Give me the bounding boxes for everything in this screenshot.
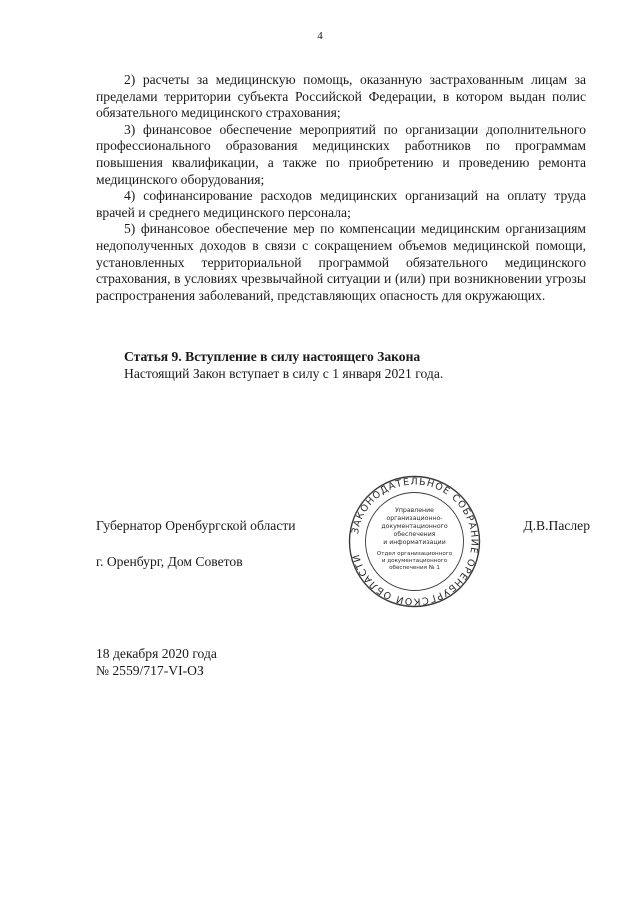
seal-bottom-line: обеспечения № 1	[389, 565, 440, 571]
official-seal-stamp	[347, 474, 482, 609]
list-item: 2) расчеты за медицинскую помощь, оказанную застрахованным лицам за пределами территории субъекта Российской Федерации, в котором выдан полис обязательного медицинского страхования;	[96, 72, 586, 121]
seal-inner-line: Управление	[395, 507, 434, 514]
article-title: Статья 9. Вступление в силу настоящего Закона	[124, 349, 421, 364]
signatory-position: Губернатор Оренбургской области	[96, 518, 296, 533]
seal-inner-line: обеспечения	[393, 531, 436, 538]
seal-bottom-line: и документационного	[381, 558, 448, 564]
article-9	[124, 349, 594, 382]
seal-inner-line: документационного	[381, 523, 448, 530]
seal-inner-line: и информатизации	[383, 539, 446, 546]
seal-outer-text: ЗАКОНОДАТЕЛЬНОЕ СОБРАНИЕ ОРЕНБУРГСКОЙ ОБЛАСТИ	[349, 476, 480, 607]
signing-place: г. Оренбург, Дом Советов	[96, 554, 243, 569]
document-date: 18 декабря 2020 года	[96, 646, 217, 661]
seal-inner-line: организационно-	[386, 515, 443, 522]
document-number: № 2559/717-VI-ОЗ	[96, 663, 204, 678]
page-number: 4	[317, 30, 323, 42]
list-item: 4) софинансирование расходов медицинских организаций на оплату труда врачей и среднего медицинского персонала;	[96, 188, 586, 220]
seal-bottom-line: Отдел организационного	[376, 551, 453, 557]
date-block	[96, 645, 217, 679]
list-item: 5) финансовое обеспечение мер по компенсации медицинским организациям недополученных доходов в связи с сокращением объемов медицинской помощи, установленных территориальной программой обязательного медицинского страхования, в условиях чрезвычайной ситуации и (или) при возникновении угрозы распространения заболеваний, представляющих опасность для окружающих.	[96, 221, 586, 303]
list-item: 3) финансовое обеспечение мероприятий по организации дополнительного профессионального образования медицинских работников по программам повышения квалификации, а также по приобретению и проведению ремонта медицинского оборудования;	[96, 121, 586, 187]
law-items	[96, 72, 586, 304]
article-text: Настоящий Закон вступает в силу с 1 января 2021 года.	[124, 365, 444, 381]
signatory-name: Д.В.Паслер	[523, 518, 590, 533]
